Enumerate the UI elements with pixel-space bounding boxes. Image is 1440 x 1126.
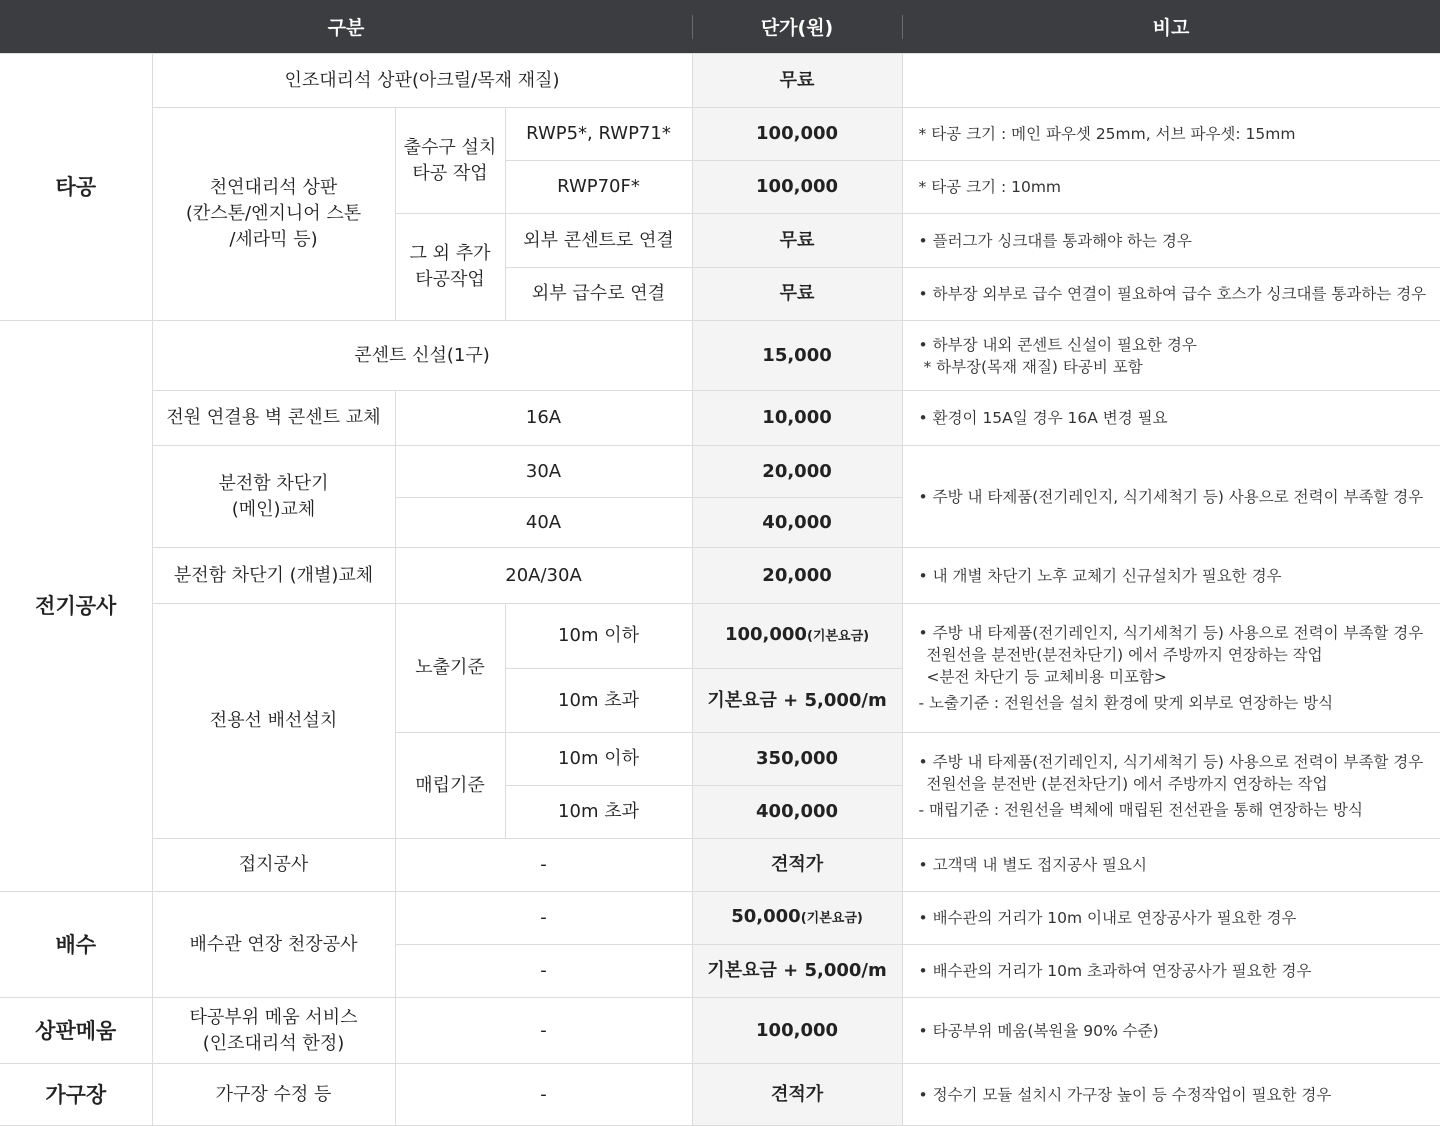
- spec-cell: 16A: [395, 391, 692, 446]
- item-cell: 타공부위 메움 서비스 (인조대리석 한정): [152, 998, 395, 1064]
- item-cell: 콘센트 신설(1구): [152, 321, 692, 391]
- model-cell: RWP5*, RWP71*: [505, 108, 692, 161]
- item-cell: 외부 콘센트로 연결: [505, 214, 692, 268]
- table-row: [0, 604, 1440, 669]
- table-row: [0, 1064, 1440, 1126]
- price-cell: 100,000: [692, 108, 902, 161]
- header-category: 구분: [0, 0, 692, 54]
- note-cell: * 타공 크기 : 메인 파우셋 25mm, 서브 파우셋: 15mm: [902, 108, 1440, 161]
- table-row: [0, 839, 1440, 892]
- item-cell: 배수관 연장 천장공사: [152, 892, 395, 998]
- item-cell: 가구장 수정 등: [152, 1064, 395, 1126]
- category-tagong: 타공: [0, 54, 152, 321]
- price-cell: 견적가: [692, 839, 902, 892]
- category-top-fill: 상판메움: [0, 998, 152, 1064]
- table-row: [0, 892, 1440, 945]
- price-cell: 100,000(기본요금): [692, 604, 902, 669]
- table-row: [0, 548, 1440, 604]
- price-cell: 기본요금 + 5,000/m: [692, 669, 902, 733]
- table-row: [0, 391, 1440, 446]
- price-cell: 40,000: [692, 498, 902, 548]
- note-cell: • 타공부위 메움(복원율 90% 수준): [902, 998, 1440, 1064]
- price-cell: 15,000: [692, 321, 902, 391]
- spec-cell: -: [395, 945, 692, 998]
- table-row: [0, 108, 1440, 161]
- note-cell: • 주방 내 타제품(전기레인지, 식기세척기 등) 사용으로 전력이 부족할 경우: [902, 446, 1440, 548]
- length-cell: 10m 초과: [505, 669, 692, 733]
- method-exposed: 노출기준: [395, 604, 505, 733]
- spec-cell: -: [395, 839, 692, 892]
- spec-cell: -: [395, 892, 692, 945]
- price-cell: 20,000: [692, 548, 902, 604]
- category-drain: 배수: [0, 892, 152, 998]
- price-cell: 400,000: [692, 786, 902, 839]
- table-row: [0, 446, 1440, 498]
- spec-cell: 20A/30A: [395, 548, 692, 604]
- item-cell: 인조대리석 상판(아크릴/목재 재질): [152, 54, 692, 108]
- price-cell: 100,000: [692, 998, 902, 1064]
- price-cell: 50,000(기본요금): [692, 892, 902, 945]
- note-cell: • 정수기 모듈 설치시 가구장 높이 등 수정작업이 필요한 경우: [902, 1064, 1440, 1126]
- spec-cell: -: [395, 998, 692, 1064]
- note-cell: • 플러그가 싱크대를 통과해야 하는 경우: [902, 214, 1440, 268]
- table-row: [0, 54, 1440, 108]
- item-outlet-work: 출수구 설치 타공 작업: [395, 108, 505, 214]
- note-cell: • 내 개별 차단기 노후 교체기 신규설치가 필요한 경우: [902, 548, 1440, 604]
- price-cell: 350,000: [692, 733, 902, 786]
- item-dedicated-wiring: 전용선 배선설치: [152, 604, 395, 839]
- item-main-breaker: 분전함 차단기 (메인)교체: [152, 446, 395, 548]
- length-cell: 10m 이하: [505, 604, 692, 669]
- category-furniture: 가구장: [0, 1064, 152, 1126]
- item-cell: 분전함 차단기 (개별)교체: [152, 548, 395, 604]
- note-cell: • 환경이 15A일 경우 16A 변경 필요: [902, 391, 1440, 446]
- price-cell: 기본요금 + 5,000/m: [692, 945, 902, 998]
- header-note: 비고: [902, 0, 1440, 54]
- note-cell: [902, 54, 1440, 108]
- spec-cell: 40A: [395, 498, 692, 548]
- price-cell: 견적가: [692, 1064, 902, 1126]
- length-cell: 10m 초과: [505, 786, 692, 839]
- item-cell: 전원 연결용 벽 콘센트 교체: [152, 391, 395, 446]
- spec-cell: -: [395, 1064, 692, 1126]
- item-cell: 접지공사: [152, 839, 395, 892]
- price-cell: 무료: [692, 268, 902, 321]
- table-row: [0, 998, 1440, 1064]
- method-buried: 매립기준: [395, 733, 505, 839]
- item-extra-work: 그 외 추가 타공작업: [395, 214, 505, 321]
- spec-cell: 30A: [395, 446, 692, 498]
- note-cell: * 타공 크기 : 10mm: [902, 161, 1440, 214]
- table-row: [0, 321, 1440, 391]
- note-cell: • 주방 내 타제품(전기레인지, 식기세척기 등) 사용으로 전력이 부족할 경우 전원선을 분전반 (분전차단기) 에서 주방까지 연장하는 작업 - 매립기준 : 전원선을 벽체에 매립된 전선관을 통해 연장하는 방식: [902, 733, 1440, 839]
- item-cell: 외부 급수로 연결: [505, 268, 692, 321]
- model-cell: RWP70F*: [505, 161, 692, 214]
- item-natural-stone: 천연대리석 상판 (칸스톤/엔지니어 스톤 /세라믹 등): [152, 108, 395, 321]
- category-electric: 전기공사: [0, 321, 152, 892]
- header-price: 단가(원): [692, 0, 902, 54]
- note-cell: • 고객댁 내 별도 접지공사 필요시: [902, 839, 1440, 892]
- price-cell: 20,000: [692, 446, 902, 498]
- price-cell: 무료: [692, 54, 902, 108]
- price-cell: 100,000: [692, 161, 902, 214]
- note-cell: • 배수관의 거리가 10m 이내로 연장공사가 필요한 경우: [902, 892, 1440, 945]
- note-cell: • 배수관의 거리가 10m 초과하여 연장공사가 필요한 경우: [902, 945, 1440, 998]
- price-cell: 10,000: [692, 391, 902, 446]
- note-cell: • 하부장 내외 콘센트 신설이 필요한 경우 * 하부장(목재 재질) 타공비 포함: [902, 321, 1440, 391]
- note-cell: • 주방 내 타제품(전기레인지, 식기세척기 등) 사용으로 전력이 부족할 경우 전원선을 분전반(분전차단기) 에서 주방까지 연장하는 작업 <분전 차단기 등 교체비용 미포함> - 노출기준 : 전원선을 설치 환경에 맞게 외부로 연장하는 방식: [902, 604, 1440, 733]
- table-header: [0, 0, 1440, 54]
- note-cell: • 하부장 외부로 급수 연결이 필요하여 급수 호스가 싱크대를 통과하는 경우: [902, 268, 1440, 321]
- length-cell: 10m 이하: [505, 733, 692, 786]
- price-cell: 무료: [692, 214, 902, 268]
